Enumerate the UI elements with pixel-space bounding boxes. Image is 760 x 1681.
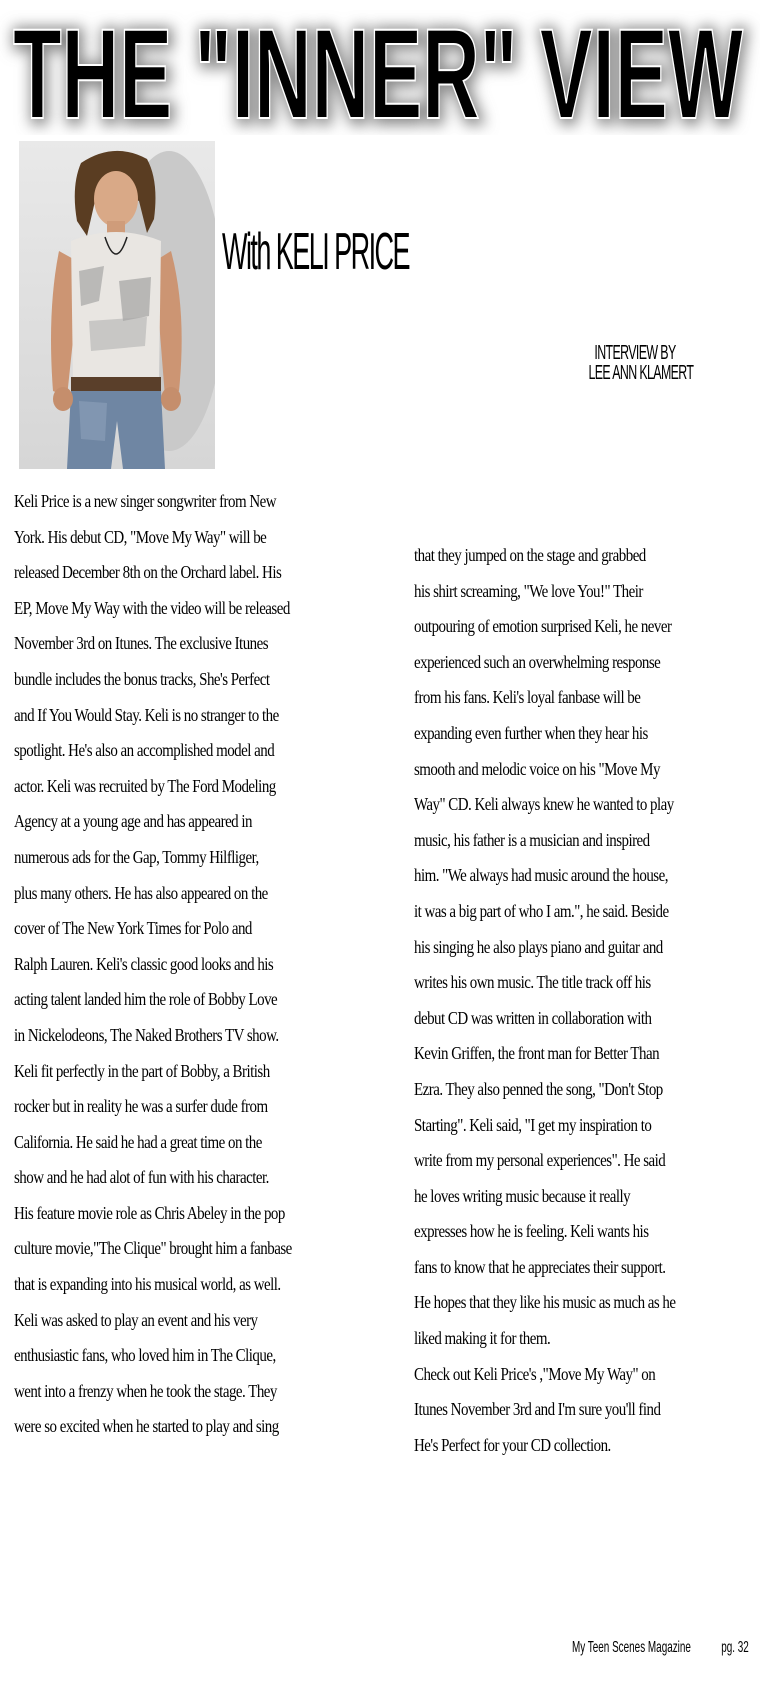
article-text-line: Keli Price is a new singer songwriter from New (14, 491, 277, 511)
article-text-line: California. He said he had a great time on the (14, 1131, 262, 1152)
article-text-line: Itunes November 3rd and I'm sure you'll find (414, 1399, 661, 1420)
article-text-line: enthusiastic fans, who loved him in The Clique, (14, 1345, 276, 1366)
article-text-line: from his fans. Keli's loyal fanbase will be (414, 687, 641, 708)
article-text-line: debut CD was written in collaboration with (414, 1007, 652, 1028)
article-text-line: Keli fit perfectly in the part of Bobby, a British (14, 1060, 270, 1081)
article-text-line: actor. Keli was recruited by The Ford Modeling (14, 775, 276, 796)
article-text-line: November 3rd on Itunes. The exclusive Itunes (14, 633, 269, 654)
article-text-line: numerous ads for the Gap, Tommy Hilfliger, (14, 846, 259, 867)
article-text-line: Check out Keli Price's ,"Move My Way" on (414, 1363, 656, 1384)
article-text-line: fans to know that he appreciates their support. (414, 1256, 666, 1277)
article-text-line: outpouring of emotion surprised Keli, he never (414, 616, 672, 637)
masthead-text: THE "INNER" VIEW (13, 10, 744, 135)
article-text-line: bundle includes the bonus tracks, She's Perfect (14, 668, 270, 689)
article-text-line: expresses how he is feeling. Keli wants his (414, 1221, 649, 1242)
article-text-line: Kevin Griffen, the front man for Better Than (414, 1043, 660, 1064)
article-text-line: culture movie,"The Clique" brought him a fanbase (14, 1238, 292, 1259)
article-text-line: his shirt screaming, "We love You!" Their (414, 580, 643, 601)
article-text-line: expanding even further when they hear his (414, 722, 648, 743)
article-text-line: He hopes that they like his music as much as he (414, 1292, 676, 1313)
article-text-line: liked making it for them. (414, 1328, 551, 1349)
article-text-line: show and he had alot of fun with his character. (14, 1167, 269, 1188)
article-text-line: Way" CD. Keli always knew he wanted to play (414, 794, 674, 815)
masthead-title (0, 10, 760, 135)
article-text-line: released December 8th on the Orchard label. His (14, 562, 282, 583)
byline (588, 342, 694, 384)
article-text-line: that they jumped on the stage and grabbed (414, 545, 646, 565)
keli-price-photo (19, 141, 215, 469)
page-number: pg. 32 (721, 1639, 749, 1656)
article-column-right (414, 538, 676, 1463)
magazine-name: My Teen Scenes Magazine (572, 1639, 691, 1656)
article-text-line: write from my personal experiences". He said (414, 1150, 666, 1171)
article-text-line: rocker but in reality he was a surfer dude from (14, 1096, 268, 1117)
masthead-shadow: THE "INNER" VIEW (15, 10, 746, 135)
article-text-line: Ezra. They also penned the song, "Don't Stop (414, 1078, 663, 1099)
article-text-line: he loves writing music because it really (414, 1185, 631, 1206)
article-text-line: in Nickelodeons, The Naked Brothers TV show. (14, 1024, 279, 1045)
article-text-line: smooth and melodic voice on his "Move My (414, 758, 660, 779)
article-text-line: Starting". Keli said, "I get my inspiration to (414, 1114, 652, 1135)
article-text-line: Ralph Lauren. Keli's classic good looks and his (14, 953, 274, 974)
article-text-line: He's Perfect for your CD collection. (414, 1434, 611, 1455)
article-text-line: cover of The New York Times for Polo and (14, 918, 252, 939)
article-text-line: plus many others. He has also appeared on the (14, 882, 268, 903)
article-text-line: him. "We always had music around the house, (414, 865, 668, 886)
article-text-line: were so excited when he started to play and sing (14, 1416, 279, 1437)
article-text-line: and If You Would Stay. Keli is no stranger to the (14, 704, 279, 725)
article-text-line: went into a frenzy when he took the stage. They (14, 1380, 277, 1401)
article-text-line: experienced such an overwhelming response (414, 651, 661, 672)
byline-line: LEE ANN KLAMERT (588, 362, 694, 384)
article-column-left (14, 484, 292, 1445)
page-footer (572, 1639, 749, 1657)
article-text-line: His feature movie role as Chris Abeley in the pop (14, 1202, 285, 1223)
article-text-line: York. His debut CD, "Move My Way" will be (14, 526, 267, 547)
article-text-line: EP, Move My Way with the video will be released (14, 597, 290, 618)
article-text-line: that is expanding into his musical world, as well. (14, 1274, 281, 1295)
byline-line: INTERVIEW BY (594, 342, 676, 364)
article-text-line: Agency at a young age and has appeared in (14, 811, 252, 832)
article-text-line: writes his own music. The title track off his (414, 972, 651, 993)
article-text-line: music, his father is a musician and inspired (414, 829, 650, 850)
article-text-line: his singing he also plays piano and guitar and (414, 936, 663, 957)
article-text-line: acting talent landed him the role of Bobby Love (14, 989, 278, 1010)
article-text-line: it was a big part of who I am.", he said. Beside (414, 900, 669, 921)
article-text-line: Keli was asked to play an event and his very (14, 1309, 258, 1330)
article-subtitle: With KELI PRICE (222, 223, 409, 281)
article-text-line: spotlight. He's also an accomplished model and (14, 740, 275, 761)
